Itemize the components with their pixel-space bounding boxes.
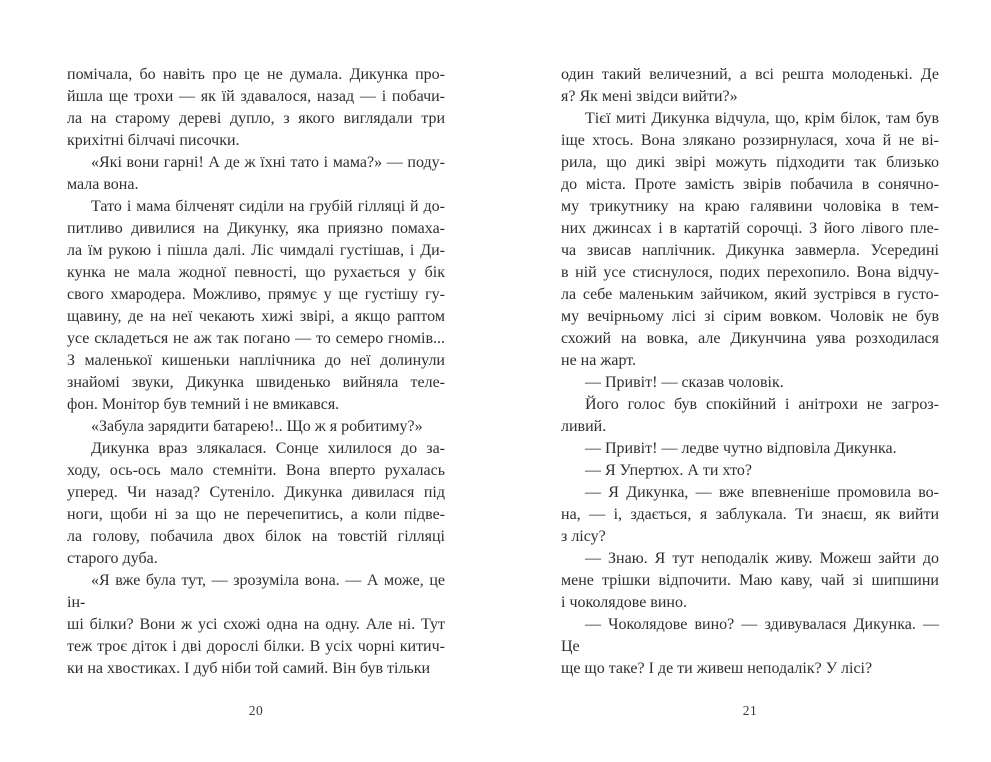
text-line: — Я Дикунка, — вже впевненіше промовила во- — [585, 484, 939, 501]
text-line: мене трішки відпочити. Маю каву, чай зі шипшини — [561, 572, 939, 589]
text-line: мала вона. — [67, 176, 139, 193]
page-number-left: 20 — [248, 703, 264, 718]
page-right-text — [561, 64, 939, 680]
text-line: Тієї миті Дикунка відчула, що, крім білок, там був — [585, 110, 939, 127]
text-line: ла їм рукою і пішла далі. Ліс чимдалі густішав, і Ди- — [67, 242, 445, 259]
text-line: «Я вже була тут, — зрозуміла вона. — А може, це ін- — [67, 572, 445, 611]
text-line: Тато і мама білченят сиділи на грубій гілляці й до- — [91, 198, 445, 215]
text-line: свого хмародера. Можливо, прямує у ще густішу гу- — [67, 286, 445, 303]
text-line: ходу, ось-ось мало стемніти. Вона вперто рухалась — [67, 462, 445, 479]
page-number-right: 21 — [742, 703, 758, 718]
text-line: схожий на вовка, але Дикунчина уява розходилася — [561, 330, 939, 347]
text-line: ще що таке? І де ти живеш неподалік? У лісі? — [561, 660, 873, 677]
text-line: ла на старому дереві дупло, з якого виглядали три — [67, 110, 445, 127]
text-line: і чоколядове вино. — [561, 594, 687, 611]
text-line: знайомі звуки, Дикунка швиденько вийняла теле- — [67, 374, 445, 391]
text-line: ливий. — [561, 418, 607, 435]
text-line: рила, що дикі звірі можуть підходити так близько — [561, 154, 939, 171]
text-line: них джинсах і в картатій сорочці. З його лівого пле- — [561, 220, 939, 237]
text-line: му вечірньому лісі зі сірим вовком. Чоловік не був — [561, 308, 939, 325]
text-line: один такий величезний, а всі решта молоденькі. Де — [561, 66, 939, 83]
text-line: помічала, бо навіть про це не думала. Дикунка про- — [67, 66, 445, 83]
text-line: му трикутнику на краю галявини чоловіка в тем- — [561, 198, 939, 215]
page-left-text — [67, 64, 445, 680]
text-line: я? Як мені звідси вийти?» — [561, 88, 738, 105]
text-line: — Привіт! — ледве чутно відповіла Дикунка. — [585, 440, 897, 457]
text-line: ла голову, побачила двох білок на товстій гілляці — [67, 528, 445, 545]
text-line: — Привіт! — сказав чоловік. — [585, 374, 784, 391]
text-line: теж троє діток і дві дорослі білки. В усіх чорні китич- — [67, 638, 445, 655]
text-line: кунка не мала жодної певності, що рухається у бік — [67, 264, 445, 281]
text-line: З маленької кишеньки наплічника до неї долинули — [67, 352, 445, 369]
text-line: не на жарт. — [561, 352, 637, 369]
text-line: ноги, щоби ні за що не перечепитись, а коли підве- — [67, 506, 445, 523]
text-line: — Чоколядове вино? — здивувалася Дикунка. — Це — [561, 616, 939, 655]
text-line: йшла ще трохи — як їй здавалося, назад — і побачи- — [67, 88, 445, 105]
text-line: ла себе маленьким зайчиком, який зустрівся в густо- — [561, 286, 939, 303]
text-line: — Я Упертюх. А ти хто? — [585, 462, 752, 479]
page-left — [67, 64, 445, 762]
text-line: «Забула зарядити батарею!.. Що ж я робитиму?» — [91, 418, 423, 435]
text-line: — Знаю. Я тут неподалік живу. Можеш зайти до — [585, 550, 939, 567]
text-line: «Які вони гарні! А де ж їхні тато і мама?» — поду- — [91, 154, 445, 171]
text-line: Дикунка враз злякалася. Сонце хилилося до за- — [91, 440, 445, 457]
text-line: на, — і, здається, я заблукала. Ти знаєш, як вийти — [561, 506, 939, 523]
text-line: Його голос був спокійний і анітрохи не загроз- — [585, 396, 939, 413]
text-line: ки на хвостиках. І дуб ніби той самий. Він був тільки — [67, 660, 431, 677]
text-line: уперед. Чи назад? Сутеніло. Дикунка дивилася під — [67, 484, 445, 501]
text-line: крихітні білчачі писочки. — [67, 132, 240, 149]
text-line: ші білки? Вони ж усі схожі одна на одну. Але ні. Тут — [67, 616, 445, 633]
page-right — [561, 64, 939, 762]
text-line: в ній усе стиснулося, подих перехопило. Вона відчу- — [561, 264, 939, 281]
text-line: усе складеться не аж так погано — то семеро гномів... — [67, 330, 445, 347]
text-line: ча звисав наплічник. Дикунка завмерла. Усередині — [561, 242, 939, 259]
text-line: іще хтось. Вона злякано роззирнулася, хоча й не ві- — [561, 132, 939, 149]
text-line: щавину, де на неї чекають хижі звірі, а якщо раптом — [67, 308, 445, 325]
text-line: фон. Монітор був темний і не вмикався. — [67, 396, 340, 413]
text-line: питливо дивилися на Дикунку, яка приязно помаха- — [67, 220, 445, 237]
text-line: до міста. Проте замість звірів побачила в сонячно- — [561, 176, 939, 193]
text-line: з лісу? — [561, 528, 606, 545]
text-line: старого дуба. — [67, 550, 158, 567]
